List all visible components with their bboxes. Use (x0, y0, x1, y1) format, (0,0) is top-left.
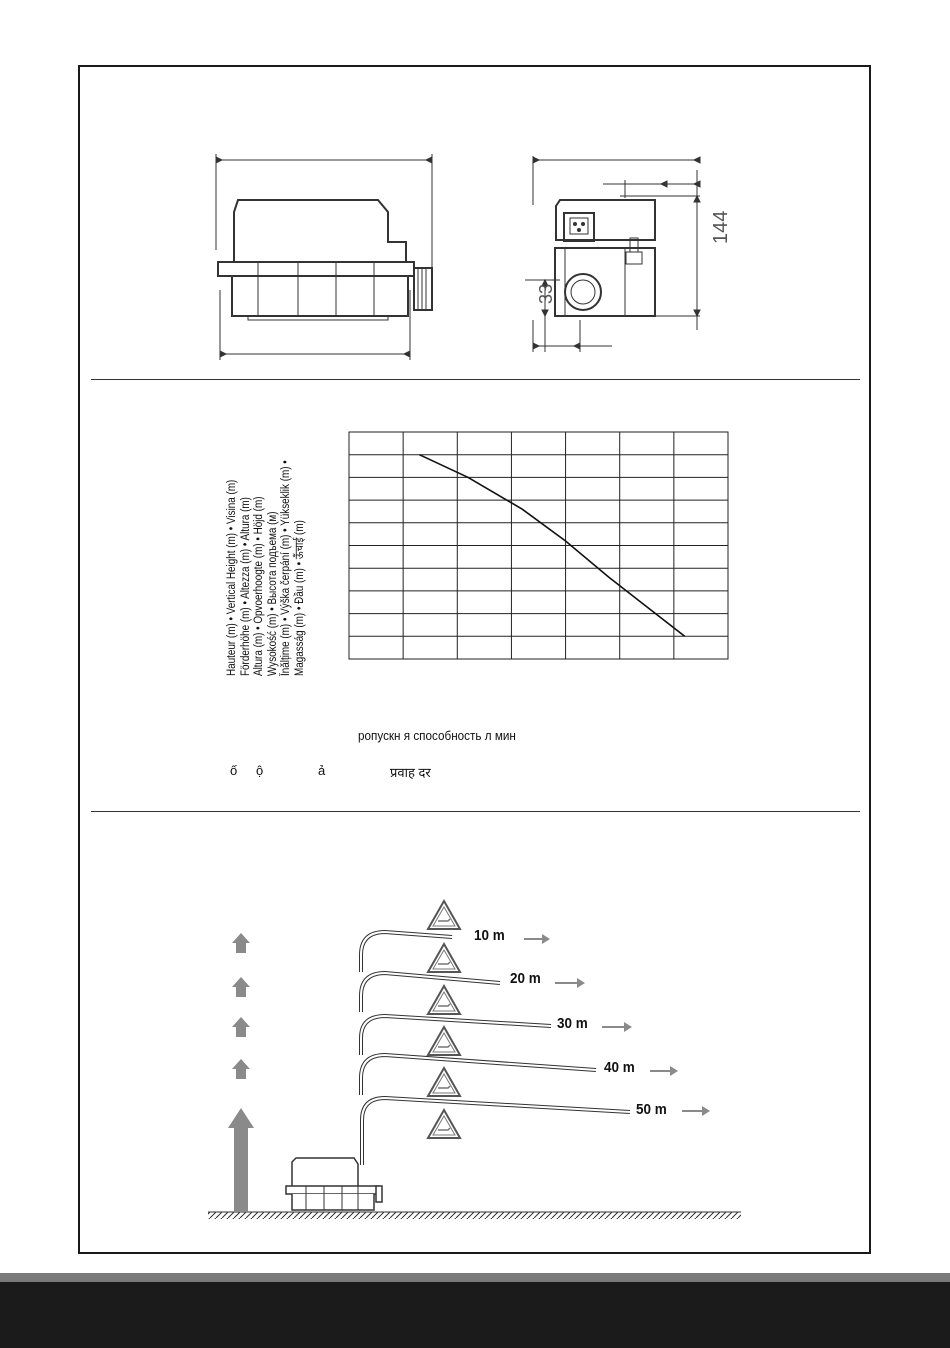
y-axis-label-line: Förderhöhe (m) • Altezza (m) • Altura (m) (239, 497, 252, 676)
section-divider-bottom (91, 811, 860, 812)
height-dimension-label: 144 (710, 210, 732, 244)
flow-rate-label-part: ố (230, 763, 238, 778)
flow-rate-label: ропускн я способность л мин (358, 728, 516, 743)
y-axis-label-line: Altura (m) • Opvoerhoogte (m) • Höjd (m) (253, 496, 265, 676)
y-axis-label-line: Wysokość (m) • Высота подъема (м) (266, 511, 279, 676)
outlet-height-label: 33 (536, 283, 556, 304)
pipe-length-label: 10 m (474, 927, 505, 944)
pipe-length-label: 40 m (604, 1059, 635, 1076)
flow-rate-label-part: प्रवाह दर (390, 765, 431, 780)
dimension-drawings (0, 0, 950, 380)
flow-rate-label-part: ả (318, 763, 326, 778)
pipe-length-label: 20 m (510, 970, 541, 987)
front-view-drawing (525, 156, 700, 352)
flow-rate-label-part: ộ (256, 763, 264, 778)
footer-band (0, 1273, 950, 1348)
y-axis-label-line: Înălțime (m) • Výška čerpání (m) • Yükseklik (m) • (280, 460, 292, 676)
footer-stripe (0, 1273, 950, 1282)
y-axis-label-line: Magasság (m) • Đầu (m) • ऊँचाई (m) (293, 520, 306, 676)
y-axis-label-line: Hauteur (m) • Vertical Height (m) • Visina (m) (226, 479, 238, 676)
pipe-length-label: 50 m (636, 1101, 667, 1118)
y-axis-labels (226, 414, 312, 676)
pipe-length-label: 30 m (557, 1015, 588, 1032)
side-view-drawing (216, 154, 432, 360)
